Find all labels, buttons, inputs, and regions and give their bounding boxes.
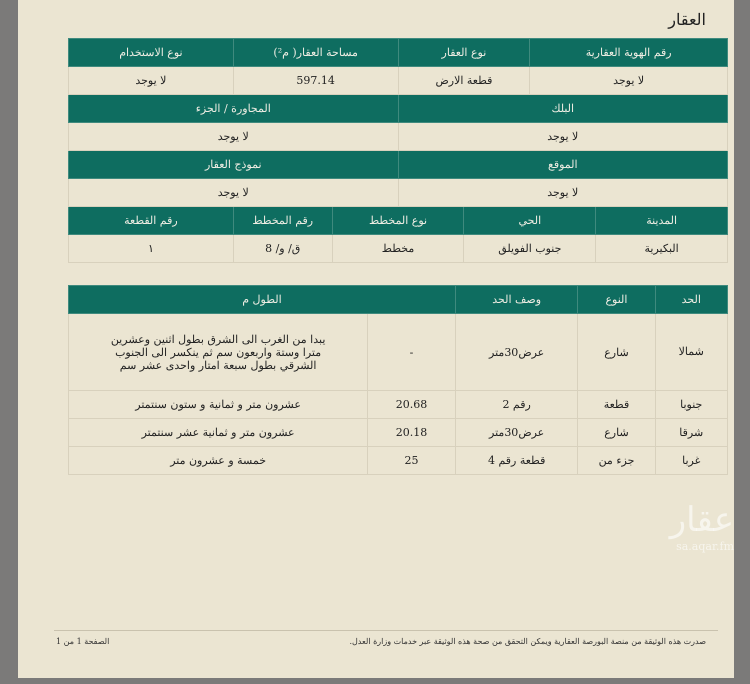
header-cell: الطول م [69, 286, 456, 314]
header-cell: الحد [655, 286, 727, 314]
aqar-watermark [670, 500, 734, 553]
document-page [18, 0, 734, 678]
value-cell: البكيرية [596, 235, 728, 263]
table-row [69, 391, 728, 419]
header-cell: نموذج العقار [69, 151, 399, 179]
header-cell: نوع المخطط [332, 207, 464, 235]
table-row [69, 447, 728, 475]
length-cell: 25 [368, 447, 456, 475]
side-cell: غربا [655, 447, 727, 475]
section-title: العقار [668, 10, 706, 29]
header-cell: البلك [398, 95, 727, 123]
side-cell: شمالا [655, 314, 727, 391]
type-cell: جزء من [578, 447, 655, 475]
length-cell: 20.18 [368, 419, 456, 447]
value-cell: لا يوجد [69, 123, 399, 151]
value-cell: لا يوجد [69, 67, 234, 95]
length-text-cell: يبدا من الغرب الى الشرق بطول اثنين وعشرين مترا وستة واربعون سم ثم ينكسر الى الجنوب الشرقي بطول سبعة امتار واحدى عشر سم [69, 314, 368, 391]
value-cell: لا يوجد [530, 67, 728, 95]
value-cell: ق/ و/ 8 [233, 235, 332, 263]
desc-cell: رقم 2 [455, 391, 578, 419]
table-row [69, 179, 728, 207]
header-cell: رقم المخطط [233, 207, 332, 235]
boundaries-table [68, 285, 728, 475]
desc-cell: عرض30متر [455, 419, 578, 447]
value-cell: ١ [69, 235, 234, 263]
header-cell: الموقع [398, 151, 727, 179]
table-header-row [69, 39, 728, 67]
value-cell: لا يوجد [398, 179, 727, 207]
watermark-logo: عقار [669, 500, 734, 540]
header-cell: رقم الهوية العقارية [530, 39, 728, 67]
table-row [69, 314, 728, 391]
side-cell: شرقا [655, 419, 727, 447]
table-header-row [69, 151, 728, 179]
length-cell: - [368, 314, 456, 391]
value-cell: جنوب الفويلق [464, 235, 596, 263]
table-row [69, 67, 728, 95]
length-text-cell: خمسة و عشرون متر [69, 447, 368, 475]
table-header-row [69, 95, 728, 123]
header-cell: نوع الاستخدام [69, 39, 234, 67]
footer-note: صدرت هذه الوثيقة من منصة البورصة العقارية ويمكن التحقق من صحة هذه الوثيقة عبر خدمات وزارة العدل. [349, 637, 706, 646]
header-cell: النوع [578, 286, 655, 314]
header-cell: المجاورة / الجزء [69, 95, 399, 123]
value-cell: 597.14 [233, 67, 398, 95]
table-header-row [69, 286, 728, 314]
footer-divider [54, 630, 718, 631]
header-cell: المدينة [596, 207, 728, 235]
type-cell: شارع [578, 314, 655, 391]
header-cell: مساحة العقار( م²) [233, 39, 398, 67]
side-cell: جنوبا [655, 391, 727, 419]
table-row [69, 123, 728, 151]
type-cell: شارع [578, 419, 655, 447]
header-cell: الحي [464, 207, 596, 235]
table-row [69, 235, 728, 263]
value-cell: مخطط [332, 235, 464, 263]
table-row [69, 419, 728, 447]
length-text-cell: عشرون متر و ثمانية عشر سنتمتر [69, 419, 368, 447]
property-table [68, 38, 728, 263]
value-cell: لا يوجد [69, 179, 399, 207]
length-cell: 20.68 [368, 391, 456, 419]
header-cell: رقم القطعة [69, 207, 234, 235]
desc-cell: عرض30متر [455, 314, 578, 391]
length-text-cell: عشرون متر و ثمانية و ستون سنتمتر [69, 391, 368, 419]
watermark-url: sa.aqar.fm [676, 540, 734, 553]
type-cell: قطعة [578, 391, 655, 419]
value-cell: قطعة الارض [398, 67, 530, 95]
header-cell: نوع العقار [398, 39, 530, 67]
header-cell: وصف الحد [455, 286, 578, 314]
page-number: الصفحة 1 من 1 [56, 637, 110, 646]
table-header-row [69, 207, 728, 235]
desc-cell: قطعة رقم 4 [455, 447, 578, 475]
value-cell: لا يوجد [398, 123, 727, 151]
